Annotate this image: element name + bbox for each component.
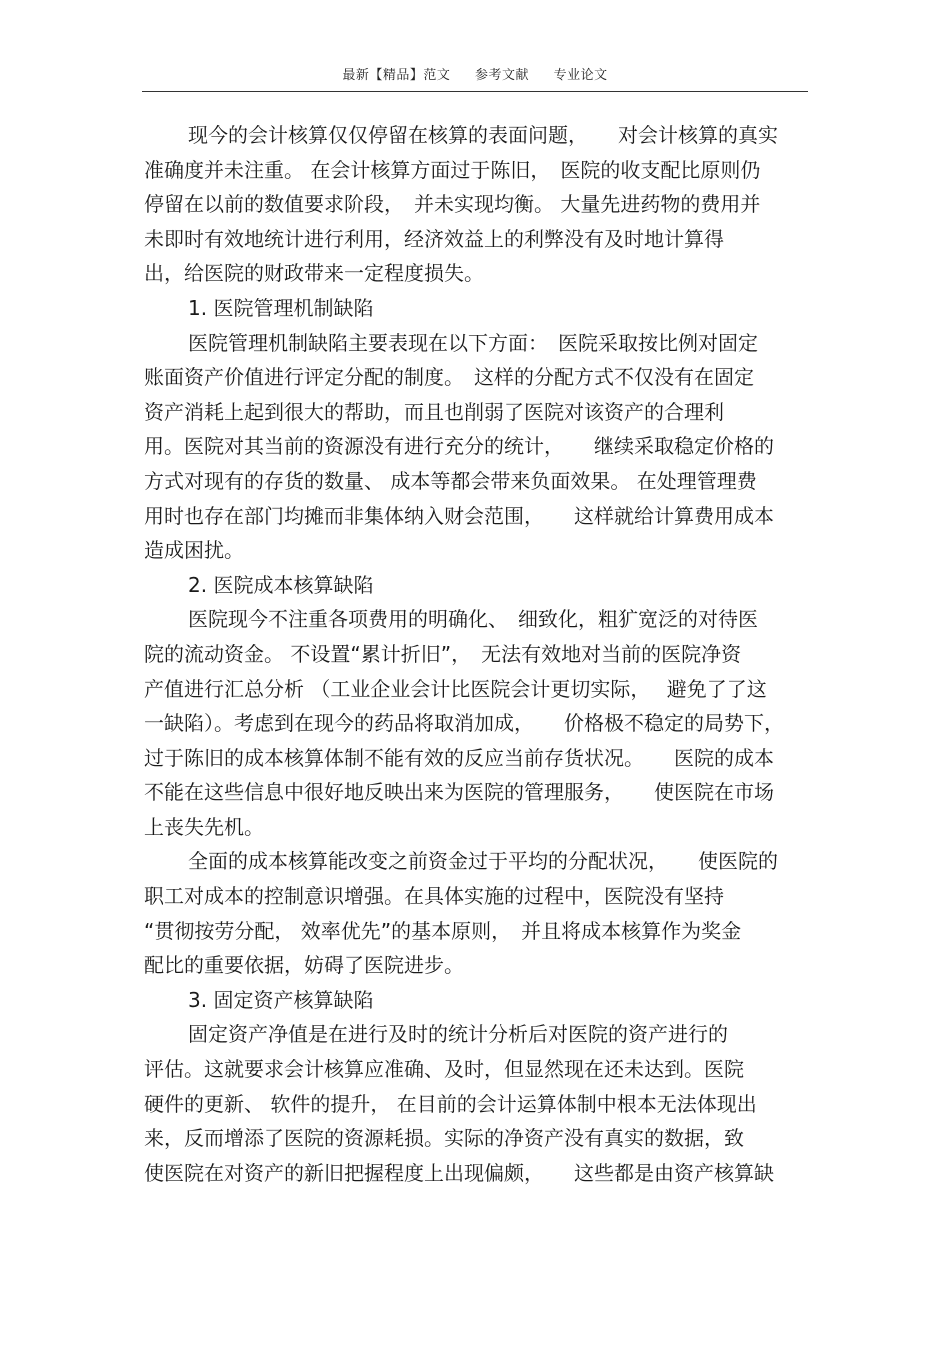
- text-line: 账面资产价值进行评定分配的制度。 这样的分配方式不仅没有在固定: [144, 365, 754, 390]
- text-line: 造成困扰。: [144, 538, 244, 563]
- text-line: 用。医院对其当前的资源没有进行充分的统计， 继续采取稳定价格的: [144, 434, 774, 459]
- text-line: “贯彻按劳分配， 效率优先”的基本原则， 并且将成本核算作为奖金: [144, 918, 742, 943]
- text-line: 固定资产净值是在进行及时的统计分析后对医院的资产进行的: [188, 1022, 728, 1047]
- text-line: 硬件的更新、 软件的提升， 在目前的会计运算体制中根本无法体现出: [144, 1091, 757, 1116]
- text-line: 产值进行汇总分析 （工业企业会计比医院会计更切实际， 避免了了这: [144, 676, 767, 701]
- text-line: 不能在这些信息中很好地反映出来为医院的管理服务， 使医院在市场: [144, 780, 774, 805]
- text-line: 现今的会计核算仅仅停留在核算的表面问题， 对会计核算的真实: [188, 123, 778, 147]
- text-line: 未即时有效地统计进行利用，经济效益上的利弊没有及时地计算得: [144, 226, 724, 251]
- text-line: 方式对现有的存货的数量、 成本等都会带来负面效果。 在处理管理费: [144, 468, 757, 493]
- header-item-lunwen: 专业论文: [553, 68, 608, 83]
- text-line: 2. 医院成本核算缺陷: [188, 572, 374, 597]
- page-header: [142, 64, 808, 92]
- text-line: 准确度并未注重。 在会计核算方面过于陈旧， 医院的收支配比原则仍: [144, 157, 761, 182]
- header-item-fanwen: 最新【精品】范文: [342, 68, 451, 83]
- text-line: 1. 医院管理机制缺陷: [188, 295, 374, 320]
- text-line: 一缺陷）。考虑到在现今的药品将取消加成， 价格极不稳定的局势下，: [144, 711, 784, 736]
- text-line: 停留在以前的数值要求阶段， 并未实现均衡。 大量先进药物的费用并: [144, 192, 761, 217]
- text-line: 配比的重要依据，妨碍了医院进步。: [144, 953, 464, 978]
- text-line: 医院管理机制缺陷主要表现在以下方面： 医院采取按比例对固定: [188, 330, 758, 355]
- text-line: 全面的成本核算能改变之前资金过于平均的分配状况， 使医院的: [188, 849, 778, 874]
- text-line: 来，反而增添了医院的资源耗损。实际的净资产没有真实的数据，致: [144, 1126, 744, 1151]
- document-body: [144, 118, 808, 1190]
- text-line: 3. 固定资产核算缺陷: [188, 987, 374, 1012]
- header-item-cankao: 参考文献: [474, 68, 529, 83]
- header-divider: [142, 91, 808, 92]
- text-line: 医院现今不注重各项费用的明确化、 细致化，粗犷宽泛的对待医: [188, 607, 758, 632]
- text-line: 出，给医院的财政带来一定程度损失。: [144, 261, 484, 286]
- text-line: 过于陈旧的成本核算体制不能有效的反应当前存货状况。 医院的成本: [144, 745, 774, 770]
- text-line: 评估。这就要求会计核算应准确、及时，但显然现在还未达到。医院: [144, 1057, 744, 1082]
- text-line: 资产消耗上起到很大的帮助，而且也削弱了医院对该资产的合理利: [144, 399, 724, 424]
- text-line: 院的流动资金。 不设置“累计折旧”， 无法有效地对当前的医院净资: [144, 641, 742, 666]
- text-line: 使医院在对资产的新旧把握程度上出现偏颇， 这些都是由资产核算缺: [144, 1160, 774, 1185]
- text-line: 用时也存在部门均摊而非集体纳入财会范围， 这样就给计算费用成本: [144, 503, 774, 528]
- text-line: 上丧失先机。: [144, 814, 264, 839]
- text-line: 职工对成本的控制意识增强。在具体实施的过程中，医院没有坚持: [144, 884, 724, 909]
